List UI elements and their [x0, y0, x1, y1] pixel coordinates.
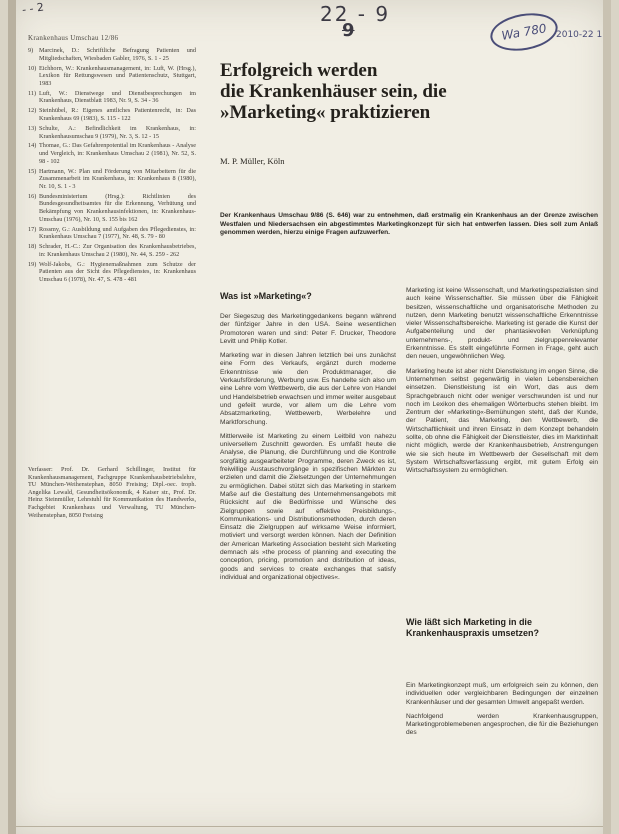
- title-line-1: Erfolgreich werden: [220, 60, 378, 81]
- reference-text: Hartmann, W.: Plan und Förderung von Mitarbeitern für die Zusammenarbeit im Krankenhaus, in: Krankenhaus 8 (1980), Nr. 10, S. 1 - 3: [39, 167, 196, 190]
- reference-item: [28, 243, 196, 258]
- body-paragraph: Marketing war in diesen Jahren letztlich bei uns zunächst eine Form des Verkaufs, ergänzt durch moderne Erkenntnisse wie den Produktmanager, die Verkaufsförderung, Werbung usw. Es handelte sich also um eine Lehre vom Wettbewerb, die aus der Lehre von Handel und Handelsbetrieb erwachsen und immer weiter ausgebaut und gefeilt wurde, vor allem um die Lehre vom Absatzmarketing, Wettbewerb, Werbelehre und Marktforschung.: [220, 352, 396, 426]
- lead-paragraph: Der Krankenhaus Umschau 9/86 (S. 646) war zu entnehmen, daß erstmalig ein Krankenhaus an der Grenze zwischen Westfalen und Niedersachsen ein abgestimmtes Marketingkonzept für sich hat entwerfen lassen. Dies soll zum Anlaß genommen werden, hierzu einige Fragen aufzuwerfen.: [220, 212, 598, 237]
- right-body-column: [406, 287, 598, 482]
- reference-text: Wolf-Jakobs, G.: Hygienemaßnahmen zum Schutze der Patienten aus der Sicht des Pflegedienstes, in: Krankenhaus Umschau 6 (1978), Nr. 47, S. 478 - 481: [39, 260, 196, 283]
- reference-item: [28, 193, 196, 223]
- reference-text: Marcinek, D.: Schriftliche Befragung Patienten und Mitgliedschaften, Wiesbaden Gabler, 1976, S. 1 - 25: [39, 47, 196, 62]
- body-paragraph: Ein Marketingkonzept muß, um erfolgreich sein zu können, den individuellen oder vergleichbaren Bedingungen der einzelnen Krankenhäuser und der gesamten Umwelt angepaßt werden.: [406, 682, 598, 706]
- running-head: Krankenhaus Umschau 12/86: [28, 34, 119, 42]
- reference-text: Steinhübel, R.: Eigenes amtliches Patientenrecht, in: Das Krankenhaus 69 (1983), S. 115 - 122: [39, 107, 196, 122]
- reference-number: 18): [28, 243, 37, 251]
- body-paragraph: Marketing ist keine Wissenschaft, und Marketingspezialisten sind auch keine Wissenschaftler. Sie müssen über die Fähigkeit besitzen, wissenschaftliche und organisatorische Methoden zu nutzen, denn Marketing benutzt wissenschaftliche Erkenntnisse vieler Wissenschaftsbereiche. Marketing ist gerade die Kunst der Aufgabenteilung und der phantasievollen Verknüpfung unternehmens-, produkt- und zielgruppenrelevanter Erkenntnisse. Es stellt eingeführte Formen in Frage, geht auch den neuen, ungewöhnlichen Weg.: [406, 287, 598, 361]
- reference-number: 9): [28, 47, 34, 54]
- library-stamp: [487, 8, 560, 55]
- title-line-2: die Krankenhäuser sein, die: [220, 81, 447, 102]
- reference-text: Luft, W.: Dienstwege und Dienstbesprechungen im Krankenhaus, Dienstblatt 1983, Nr. 9, S. 34 - 36: [39, 89, 196, 105]
- binding-spine: [8, 0, 16, 834]
- author-line: M. P. Müller, Köln: [220, 156, 285, 166]
- section-heading-marketing: Was ist »Marketing«?: [220, 291, 312, 301]
- handwritten-mark: - - 2: [21, 0, 45, 17]
- reference-text: Rossmy, G.: Ausbildung und Aufgaben des Pflegedienstes, in: Krankenhaus Umschau 7 (1977), Nr. 48, S. 79 - 80: [39, 225, 196, 241]
- reference-item: [28, 142, 196, 165]
- title-line-3: »Marketing« praktizieren: [220, 102, 431, 123]
- reference-number: 17): [28, 225, 37, 233]
- reference-number: 13): [28, 124, 37, 132]
- reference-item: [28, 90, 196, 105]
- page-edge: [603, 0, 611, 834]
- reference-number: 14): [28, 142, 37, 150]
- reference-list: [28, 47, 196, 286]
- reference-number: 16): [28, 192, 37, 200]
- left-body-column: [220, 313, 396, 588]
- reference-item: [28, 125, 196, 140]
- reference-text: Schulte, A.: Befindlichkeit im Krankenhaus, in: Krankenhausumschau 9 (1979), Nr. 3, S. 12 - 15: [39, 124, 196, 140]
- reference-number: 15): [28, 167, 37, 175]
- author-footnote: Verfasser: Prof. Dr. Gerhard Schillinger, Institut für Krankenhausmanagement, Fachgruppe Krankenhausbetriebslehre, TU München-Weihenstephan, 8050 Freising; Dipl.-oec. troph. Angelika Lewald, Gesundheitsökonomik, 4 Kaiser str., Prof. Dr. Heinz Steinmüller, Lehrstuhl für Kommunikation des Handwerks, Fachgebiet Krankenhaus und Verwaltung, TU München-Weihenstephan, 8050 Freising: [28, 466, 196, 519]
- page-fold-line: [16, 826, 603, 827]
- reference-item: [28, 168, 196, 191]
- reference-number: 11): [28, 89, 37, 97]
- body-paragraph: Mittlerweile ist Marketing zu einem Leitbild von nahezu universellem Zuschnitt geworden. Es umfaßt heute die Analyse, die Planung, die Durchführung und die Kontrolle sorgfältig ausgearbeiteter Programme, deren Zweck es ist, freiwillige Austauschvorgänge in spezifischen Märkten zu erzielen und damit die Zielsetzungen der Unternehmungen zu ermöglichen. Dabei stützt sich das Marketing in starkem Maße auf die Gestaltung des Unternehmensangebots mit Rücksicht auf die Bedürfnisse und Wünsche des Zielgruppen sowie auf effektive Preisbildungs-, Kommunikations- und Distributionsmethoden, durch deren Einsatz die Zielgruppen auf wirksame Weise informiert, motiviert und versorgt werden können. Nach der Definition der American Marketing Association besteht sich Marketing demnach als »the process of planning and executing the conception, pricing, promotion and distribution of ideas, goods and services to create exchanges that satisfy individual and organizational objectives«.: [220, 432, 396, 581]
- stamp-text: Wa 780: [500, 21, 548, 43]
- reference-item: [28, 261, 196, 284]
- section-heading-practice: Wie läßt sich Marketing in die Krankenhauspraxis umsetzen?: [406, 617, 540, 638]
- body-paragraph: Der Siegeszug des Marketinggedankens begann während der fünfziger Jahre in den USA. Seine wesentlichen Promotoren waren und sind: Peter F. Drucker, Theodore Levitt und Philip Kotler.: [220, 313, 396, 345]
- reference-item: [28, 226, 196, 241]
- reference-text: Bundesministerium (Hrsg.): Richtlinien des Bundesgesundheitsamtes für die Erkennung, Verhütung und Bekämpfung von Krankenhausinfektionen, in: Krankenhaus-Umschau (1976), Nr. 10, S. 155 bis 162: [39, 192, 196, 223]
- reference-number: 10): [28, 64, 37, 72]
- journal-page: [8, 0, 611, 834]
- article-title: [220, 60, 600, 123]
- handwritten-number-crossed: 9: [342, 20, 355, 41]
- reference-item: [28, 65, 196, 88]
- right-body-column-lower: [406, 682, 598, 744]
- reference-text: Eichhorn, W.: Krankenhausmanagement, in: Luft, W. (Hrsg.), Lexikon für Rettungswesen und Patientenschutz, Stuttgart, 1983: [39, 64, 196, 87]
- reference-item: [28, 47, 196, 62]
- stamp-date: 2010-22 1: [556, 30, 603, 40]
- reference-text: Thomae, G.: Das Gefahrenpotential im Krankenhaus - Analyse und Vergleich, in: Krankenhaus Umschau 2 (1981), Nr. 52, S. 98 - 102: [39, 142, 196, 165]
- reference-item: [28, 107, 196, 122]
- reference-number: 12): [28, 107, 37, 115]
- body-paragraph: Marketing heute ist aber nicht Dienstleistung im engen Sinne, die Unternehmen selbst gegenwärtig in vielen Lebensbereichen einsetzen. Dienstleistung ist ein Wort, das aus dem Sprachgebrauch nicht oder weniger verschwunden ist und nur noch im Lexikon des ehemaligen Wörterbuchs stehen bleibt. Im Zentrum der »Marketing«-Bemühungen steht, daß der Kunde, der Patient, das Marketing, den Wettbewerb, die Wirtschaftlichkeit und ihren Einsatz in dem Konzept behandeln sollte, ob ohne die Fähigkeit der Dienstleister, dies im Marktinhalt nicht möglich, werde der Krankenhausbetrieb, Anstrengungen wie sie sich heute im Wettbewerb der Gesellschaft mit dem System Wirtschaftsverfassung ergibt, mit gutem Erfolg ein Wirtschaftssystem zu ermöglichen.: [406, 367, 598, 475]
- body-paragraph: Nachfolgend werden Krankenhausgruppen, Marketingproblemebenen angesprochen, die für die Beziehungen des: [406, 712, 598, 737]
- reference-number: 19): [28, 260, 37, 268]
- reference-text: Schrader, H.-C.: Zur Organisation des Krankenhausbetriebes, in: Krankenhaus Umschau 2 (1980), Nr. 44, S. 259 - 262: [39, 243, 196, 258]
- handwritten-number: 22 - 9: [320, 2, 391, 26]
